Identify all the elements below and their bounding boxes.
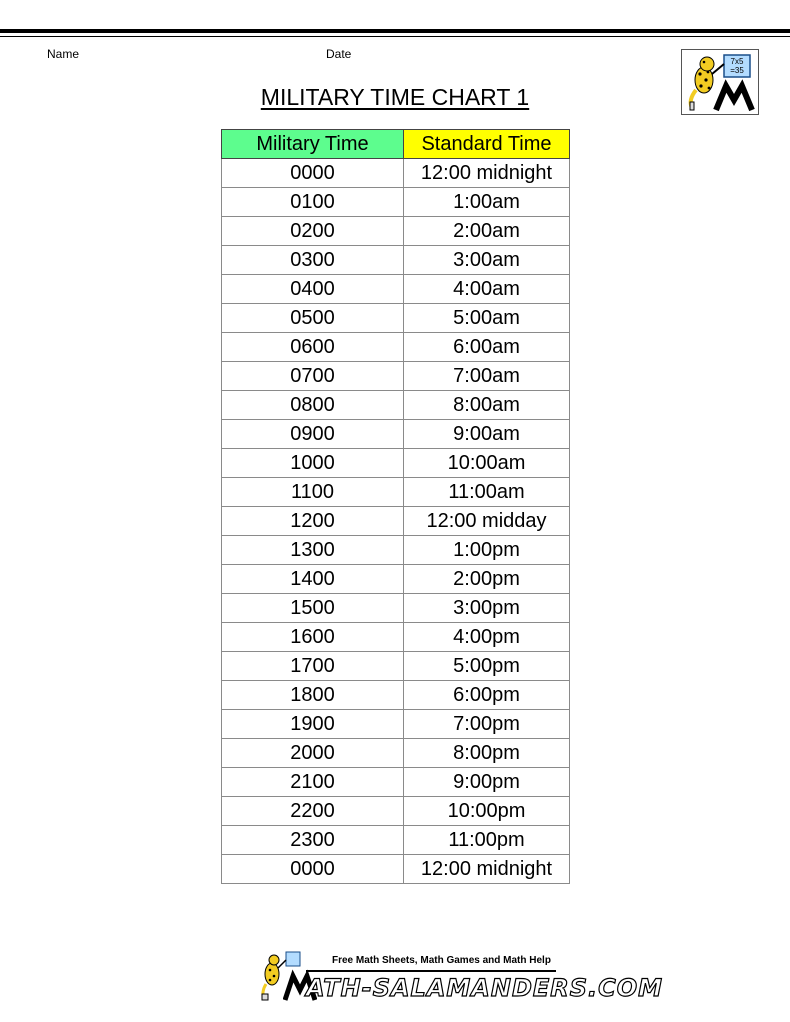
table-row bbox=[222, 652, 570, 681]
military-time-cell: 1000 bbox=[222, 449, 404, 478]
logo-board-text-2: =35 bbox=[730, 66, 744, 75]
table-row bbox=[222, 391, 570, 420]
military-time-cell: 2200 bbox=[222, 797, 404, 826]
table-row bbox=[222, 768, 570, 797]
table-row bbox=[222, 275, 570, 304]
standard-time-cell: 4:00am bbox=[404, 275, 570, 304]
table-row bbox=[222, 217, 570, 246]
military-time-cell: 0100 bbox=[222, 188, 404, 217]
table-row bbox=[222, 826, 570, 855]
standard-time-cell: 3:00am bbox=[404, 246, 570, 275]
military-time-cell: 1400 bbox=[222, 565, 404, 594]
standard-time-cell: 1:00am bbox=[404, 188, 570, 217]
military-time-cell: 1800 bbox=[222, 681, 404, 710]
military-time-cell: 0500 bbox=[222, 304, 404, 333]
footer-tagline: Free Math Sheets, Math Games and Math Help bbox=[332, 955, 551, 966]
standard-time-cell: 4:00pm bbox=[404, 623, 570, 652]
table-row bbox=[222, 478, 570, 507]
military-time-cell: 0000 bbox=[222, 159, 404, 188]
military-time-cell: 1300 bbox=[222, 536, 404, 565]
table-row bbox=[222, 797, 570, 826]
table-row bbox=[222, 565, 570, 594]
table-row bbox=[222, 449, 570, 478]
standard-time-cell: 12:00 midday bbox=[404, 507, 570, 536]
standard-time-cell: 5:00pm bbox=[404, 652, 570, 681]
military-time-cell: 1600 bbox=[222, 623, 404, 652]
table-row bbox=[222, 304, 570, 333]
footer-rule bbox=[306, 970, 556, 972]
standard-time-cell: 2:00pm bbox=[404, 565, 570, 594]
table-row bbox=[222, 710, 570, 739]
table-row bbox=[222, 507, 570, 536]
table-row bbox=[222, 333, 570, 362]
table-row bbox=[222, 362, 570, 391]
standard-time-cell: 8:00am bbox=[404, 391, 570, 420]
military-time-cell: 2000 bbox=[222, 739, 404, 768]
page-title: MILITARY TIME CHART 1 bbox=[260, 84, 530, 110]
logo-board-text-1: 7x5 bbox=[730, 57, 744, 66]
standard-time-cell: 6:00pm bbox=[404, 681, 570, 710]
standard-time-cell: 12:00 midnight bbox=[404, 855, 570, 884]
standard-time-cell: 9:00pm bbox=[404, 768, 570, 797]
military-time-cell: 1900 bbox=[222, 710, 404, 739]
standard-time-cell: 2:00am bbox=[404, 217, 570, 246]
standard-time-cell: 7:00pm bbox=[404, 710, 570, 739]
table-row bbox=[222, 420, 570, 449]
header-rule-thick bbox=[0, 29, 790, 33]
military-time-cell: 2100 bbox=[222, 768, 404, 797]
header-standard-time: Standard Time bbox=[404, 130, 570, 159]
standard-time-cell: 7:00am bbox=[404, 362, 570, 391]
military-time-cell: 0400 bbox=[222, 275, 404, 304]
standard-time-cell: 11:00pm bbox=[404, 826, 570, 855]
standard-time-cell: 6:00am bbox=[404, 333, 570, 362]
header-military-time: Military Time bbox=[222, 130, 404, 159]
table-row bbox=[222, 536, 570, 565]
standard-time-cell: 10:00am bbox=[404, 449, 570, 478]
military-time-cell: 0900 bbox=[222, 420, 404, 449]
military-time-cell: 0300 bbox=[222, 246, 404, 275]
table-body bbox=[222, 159, 570, 884]
table-row bbox=[222, 855, 570, 884]
military-time-cell: 0600 bbox=[222, 333, 404, 362]
military-time-cell: 1700 bbox=[222, 652, 404, 681]
table-header-row bbox=[222, 130, 570, 159]
military-time-table bbox=[221, 129, 570, 884]
table-row bbox=[222, 159, 570, 188]
table-row bbox=[222, 188, 570, 217]
table-row bbox=[222, 594, 570, 623]
date-label: Date bbox=[326, 47, 352, 61]
table-row bbox=[222, 739, 570, 768]
military-time-cell: 0200 bbox=[222, 217, 404, 246]
military-time-cell: 1500 bbox=[222, 594, 404, 623]
standard-time-cell: 1:00pm bbox=[404, 536, 570, 565]
name-label: Name bbox=[47, 47, 80, 61]
military-time-cell: 2300 bbox=[222, 826, 404, 855]
table-row bbox=[222, 681, 570, 710]
table-row bbox=[222, 246, 570, 275]
standard-time-cell: 9:00am bbox=[404, 420, 570, 449]
military-time-cell: 0800 bbox=[222, 391, 404, 420]
military-time-cell: 1200 bbox=[222, 507, 404, 536]
military-time-cell: 0000 bbox=[222, 855, 404, 884]
standard-time-cell: 10:00pm bbox=[404, 797, 570, 826]
military-time-cell: 0700 bbox=[222, 362, 404, 391]
standard-time-cell: 3:00pm bbox=[404, 594, 570, 623]
table-row bbox=[222, 623, 570, 652]
standard-time-cell: 8:00pm bbox=[404, 739, 570, 768]
footer-site-name[interactable]: ATH-SALAMANDERS.COM bbox=[306, 974, 664, 1002]
standard-time-cell: 5:00am bbox=[404, 304, 570, 333]
military-time-cell: 1100 bbox=[222, 478, 404, 507]
header-rule-thin bbox=[0, 36, 790, 37]
standard-time-cell: 12:00 midnight bbox=[404, 159, 570, 188]
standard-time-cell: 11:00am bbox=[404, 478, 570, 507]
